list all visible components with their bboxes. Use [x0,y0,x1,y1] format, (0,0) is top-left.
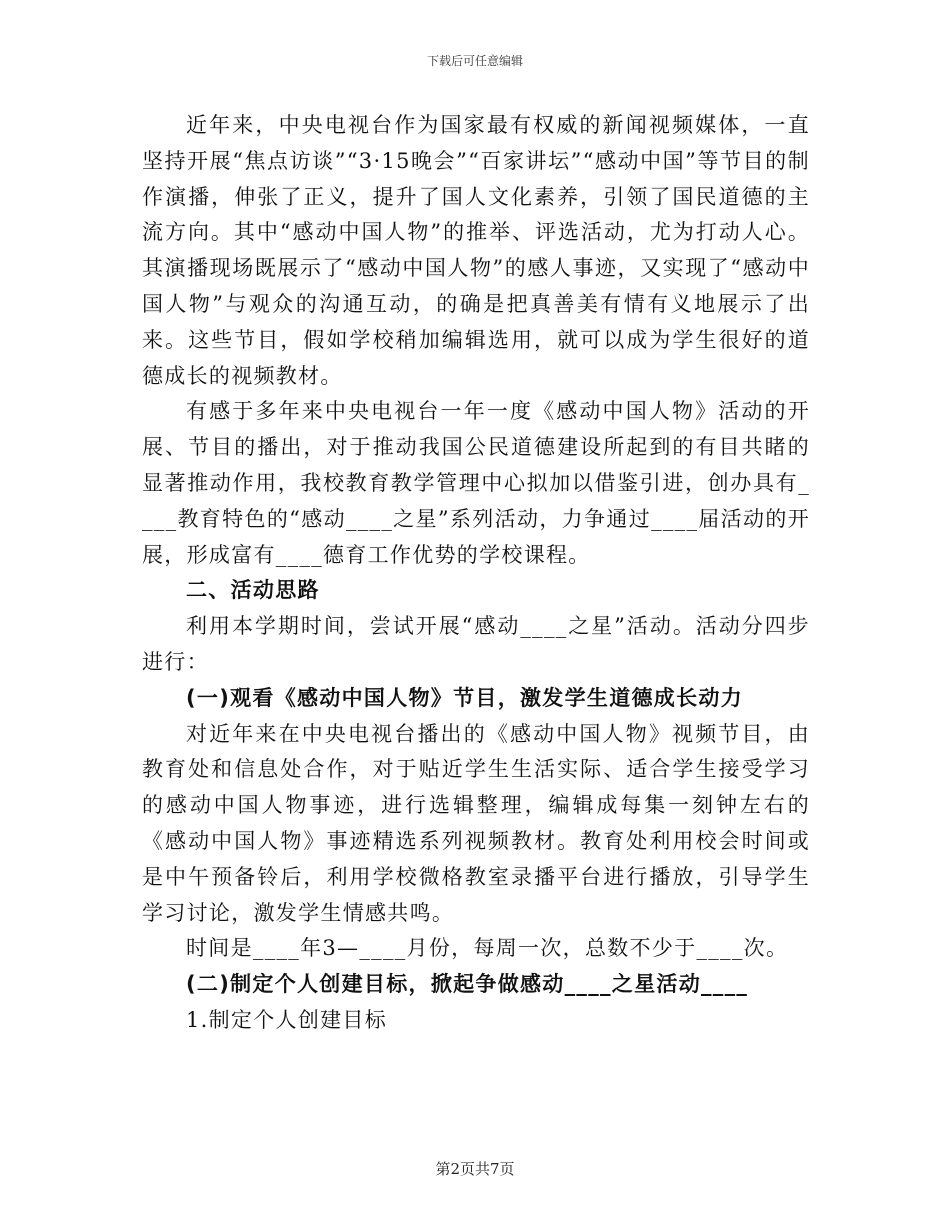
document-body [142,108,810,1039]
paragraph-intro: 近年来，中央电视台作为国家最有权威的新闻视频媒体，一直坚持开展“焦点访谈”“3·15晚会”“百家讲坛”“感动中国”等节目的制作演播，伸张了正义，提升了国人文化素养，引领了国民道德的主流方向。其中“感动中国人物”的推举、评选活动，尤为打动人心。其演播现场既展示了“感动中国人物”的感人事迹，又实现了“感动中国人物”与观众的沟通互动，的确是把真善美有情有义地展示了出来。这些节目，假如学校稍加编辑选用，就可以成为学生很好的道德成长的视频教材。 [142,113,810,388]
page-footer: 第2页共7页 [435,1160,515,1178]
list-item-personal-goal: 1.制定个人创建目标 [186,1007,388,1032]
subsection-heading-personal-goals: (二)制定个人创建目标，掀起争做感动____之星活动____ [186,972,749,997]
paragraph-activity-overview: 利用本学期时间，尝试开展“感动____之星”活动。活动分四步进行： [142,614,810,674]
page-header: 下载后可任意编辑 [426,54,523,68]
subsection-heading-watch-program: (一)观看《感动中国人物》节目，激发学生道德成长动力 [186,685,743,710]
section-heading-activity-ideas: 二、活动思路 [186,578,320,603]
paragraph-schedule: 时间是____年3—____月份，每周一次，总数不少于____次。 [186,936,789,961]
paragraph-watch-program: 对近年来在中央电视台播出的《感动中国人物》视频节目，由教育处和信息处合作，对于贴近学生生活实际、适合学生接受学习的感动中国人物事迹，进行选辑整理，编辑成每集一刻钟左右的《感动中国人物》事迹精选系列视频教材。教育处利用校会时间或是中午预备铃后，利用学校微格教室录播平台进行播放，引导学生学习讨论，激发学生情感共鸣。 [142,721,810,925]
paragraph-background: 有感于多年来中央电视台一年一度《感动中国人物》活动的开展、节目的播出，对于推动我国公民道德建设所起到的有目共睹的显著推动作用，我校教育教学管理中心拟加以借鉴引进，创办具有____教育特色的“感动____之星”系列活动，力争通过____届活动的开展，形成富有____德育工作优势的学校课程。 [142,399,810,567]
